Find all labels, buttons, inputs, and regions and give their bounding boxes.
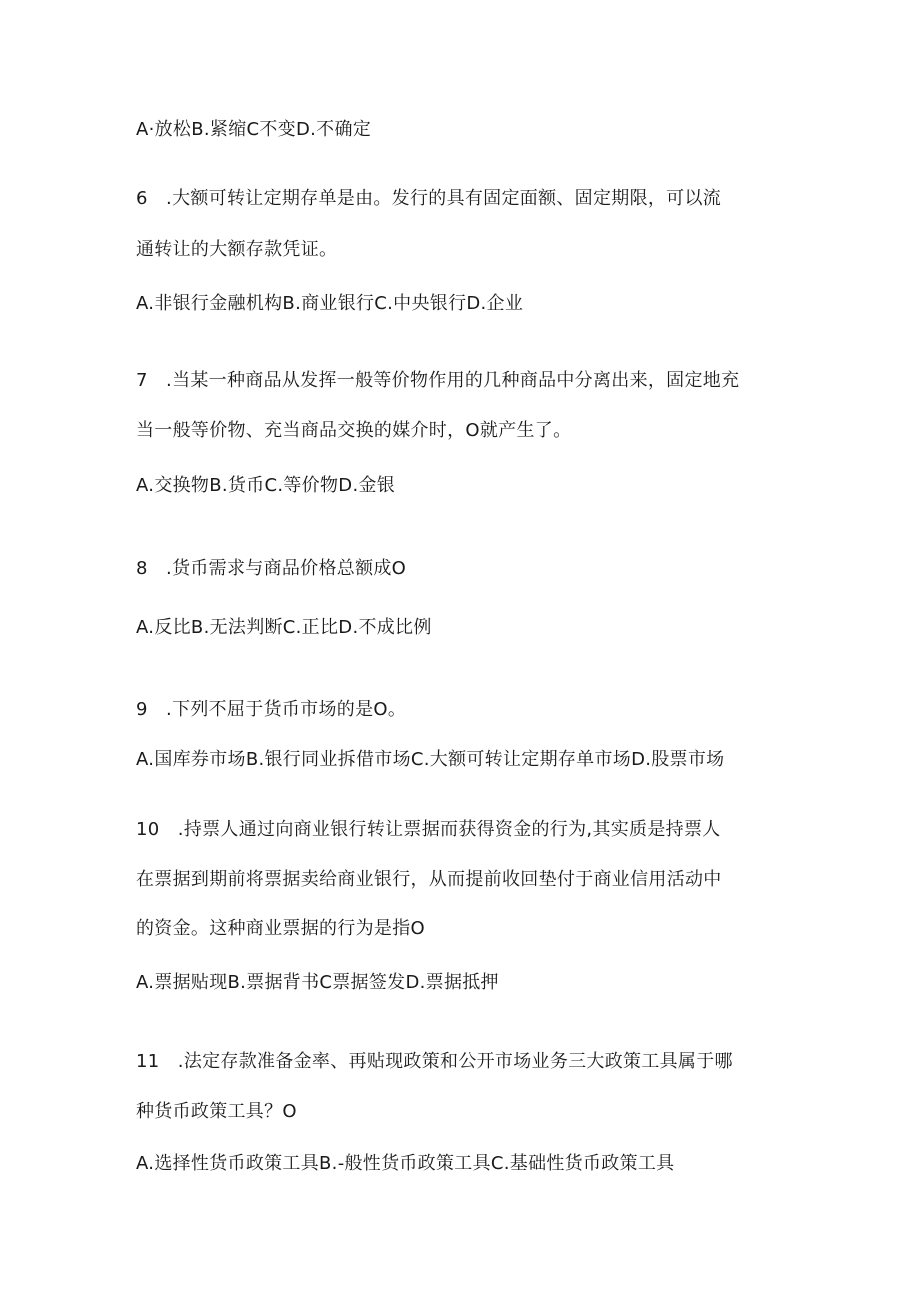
q10-options: A.票据贴现B.票据背书C票据签发D.票据抵押 bbox=[136, 972, 499, 993]
q8-options: A.反比B.无法判断C.正比D.不成比例 bbox=[136, 617, 432, 638]
q9-stem: 9 .下列不屈于货币市场的是O。 bbox=[136, 699, 407, 720]
q10-stem-line-3: 的资金。这种商业票据的行为是指O bbox=[136, 918, 425, 939]
q11-stem-line-2: 种货币政策工具？O bbox=[136, 1101, 297, 1122]
q6-stem-line-1: 6 .大额可转让定期存单是由。发行的具有固定面额、固定期限，可以流 bbox=[136, 188, 722, 209]
q5-options: A·放松B.紧缩C不变D.不确定 bbox=[136, 119, 372, 140]
q7-stem-line-1: 7 .当某一种商品从发挥一般等价物作用的几种商品中分离出来，固定地充 bbox=[136, 370, 740, 391]
q7-options: A.交换物B.货币C.等价物D.金银 bbox=[136, 475, 396, 496]
q11-stem-line-1: 11 .法定存款准备金率、再贴现政策和公开市场业务三大政策工具属于哪 bbox=[136, 1051, 733, 1072]
q9-options: A.国库券市场B.银行同业拆借市场C.大额可转让定期存单市场D.股票市场 bbox=[136, 749, 725, 770]
q6-stem-line-2: 通转让的大额存款凭证。 bbox=[136, 239, 338, 260]
q8-stem: 8 .货币需求与商品价格总额成O bbox=[136, 558, 407, 579]
q6-options: A.非银行金融机构B.商业银行C.中央银行D.企业 bbox=[136, 293, 524, 314]
q10-stem-line-1: 10 .持票人通过向商业银行转让票据而获得资金的行为,其实质是持票人 bbox=[136, 819, 721, 840]
q11-options: A.选择性货币政策工具B.-般性货币政策工具C.基础性货币政策工具 bbox=[136, 1153, 675, 1174]
q10-stem-line-2: 在票据到期前将票据卖给商业银行，从而提前收回垫付于商业信用活动中 bbox=[136, 869, 722, 890]
q7-stem-line-2: 当一般等价物、充当商品交换的媒介时，O就产生了。 bbox=[136, 420, 572, 441]
